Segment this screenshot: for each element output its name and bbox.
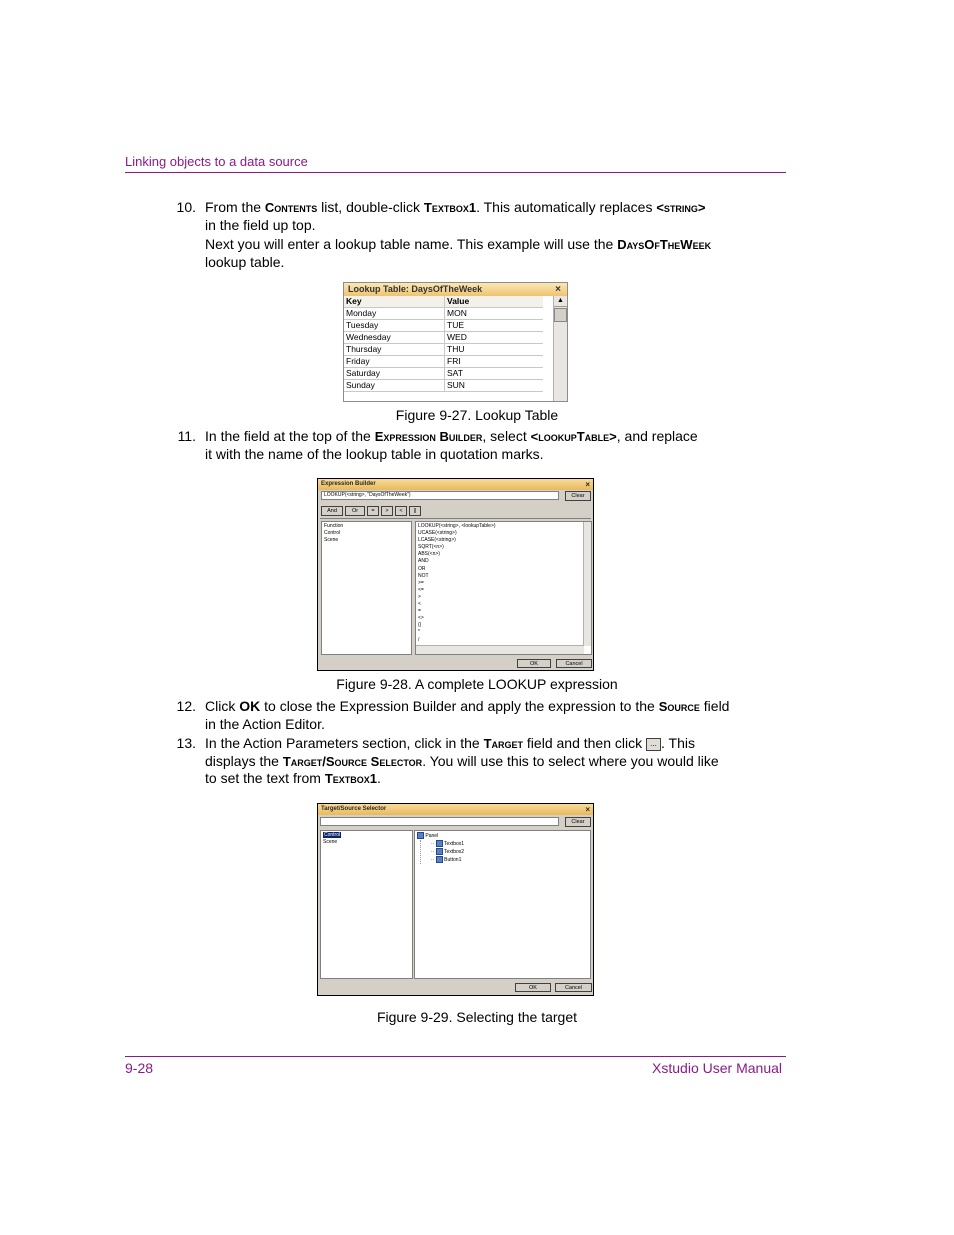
figure-caption: Figure 9-29. Selecting the target — [376, 1009, 577, 1025]
category-list[interactable] — [320, 830, 413, 979]
footer-rule — [125, 1056, 786, 1057]
tree-node[interactable]: ·· Textbox1 — [431, 840, 465, 847]
category-list[interactable] — [321, 521, 412, 655]
page-number: 9-28 — [125, 1060, 154, 1076]
column-header-value[interactable]: Value — [445, 296, 544, 308]
list-item[interactable]: Control — [324, 530, 341, 537]
close-icon[interactable]: × — [585, 805, 590, 814]
list-item[interactable]: Scene — [324, 537, 339, 544]
list-item[interactable]: >= — [418, 579, 424, 586]
figure-caption: Figure 9-27. Lookup Table — [395, 407, 559, 423]
object-tree[interactable] — [414, 830, 591, 979]
list-item[interactable]: () — [418, 622, 422, 629]
ok-button[interactable]: OK — [517, 659, 551, 668]
list-item[interactable]: < — [418, 601, 421, 608]
list-item[interactable]: Scene — [323, 839, 338, 846]
concat-button[interactable]: || — [409, 506, 421, 516]
list-item[interactable]: UCASE(<string>) — [418, 530, 457, 537]
table-row[interactable]: Tuesday TUE — [344, 320, 543, 332]
figure-caption: Figure 9-28. A complete LOOKUP expression — [336, 676, 618, 692]
step-11-text: In the field at the top of the Expression Builder, select <lookupTable>, and replace it with the name of the lookup table in quotation marks. — [205, 428, 698, 462]
step-13-text: In the Action Parameters section, click in the Target field and then click ... . This displays the Target/Source Selector. You will use this to select where you would like to set the text from Textbox1. — [205, 735, 719, 786]
manual-title: Xstudio User Manual — [652, 1060, 782, 1076]
list-item[interactable]: = — [418, 608, 421, 615]
table-row[interactable]: Friday FRI — [344, 356, 543, 368]
lookup-table-titlebar — [344, 283, 567, 296]
or-button[interactable]: Or — [345, 506, 365, 516]
textbox-icon — [436, 840, 443, 847]
vertical-scrollbar[interactable] — [553, 296, 567, 402]
step-10-text: From the Contents list, double-click Textbox1. This automatically replaces <string> in the field up top. Next you will enter a lookup table name. This example will use the DaysOfTheWeek lookup table. — [205, 199, 712, 270]
list-item[interactable]: NOT — [418, 572, 429, 579]
scroll-thumb[interactable] — [554, 308, 567, 322]
selector-input[interactable] — [320, 817, 559, 826]
textbox-icon — [436, 848, 443, 855]
window-title: Lookup Table: DaysOfTheWeek — [348, 284, 483, 294]
step-number: 12. — [176, 698, 196, 714]
list-item[interactable]: LCASE(<string>) — [418, 537, 456, 544]
scroll-up-icon[interactable]: ▲ — [554, 296, 567, 307]
expression-input[interactable]: LOOKUP(<string>, "DaysOfTheWeek") — [321, 491, 559, 500]
panel-icon — [417, 832, 424, 839]
section-title: Linking objects to a data source — [125, 154, 308, 169]
cancel-button[interactable]: Cancel — [555, 983, 592, 992]
and-button[interactable]: And — [321, 506, 343, 516]
list-item[interactable]: ABS(<n>) — [418, 551, 440, 558]
expression-builder-titlebar: Expression Builder × — [318, 479, 593, 490]
function-list[interactable] — [415, 521, 592, 655]
list-item[interactable]: Function — [324, 523, 344, 529]
target-source-selector-window — [317, 803, 594, 996]
column-header-key[interactable]: Key — [344, 296, 445, 308]
divider — [320, 518, 591, 519]
selector-titlebar: Target/Source Selector × — [318, 804, 593, 815]
list-item[interactable]: / — [418, 636, 420, 643]
greater-than-button[interactable]: > — [381, 506, 393, 516]
cancel-button[interactable]: Cancel — [556, 659, 592, 668]
table-row[interactable]: Monday MON — [344, 308, 543, 320]
list-item[interactable]: * — [418, 629, 420, 636]
expression-builder-window — [317, 478, 594, 671]
lookup-table-grid — [344, 296, 543, 392]
list-item[interactable]: > — [418, 593, 421, 600]
header-rule — [125, 172, 786, 173]
list-item[interactable]: <= — [418, 586, 424, 593]
table-row[interactable]: Sunday SUN — [344, 380, 543, 392]
ellipsis-button[interactable]: ... — [646, 738, 661, 751]
lookup-table-window — [343, 282, 568, 402]
clear-button[interactable]: Clear — [565, 491, 591, 501]
tree-node[interactable]: ·· Textbox2 — [431, 848, 465, 855]
list-item[interactable]: SQRT(<n>) — [418, 544, 444, 551]
close-icon[interactable]: × — [585, 480, 590, 489]
button-icon — [436, 856, 443, 863]
ok-button[interactable]: OK — [515, 983, 551, 992]
equals-button[interactable]: = — [367, 506, 379, 516]
vertical-scrollbar[interactable] — [583, 522, 591, 646]
step-12-text: Click OK to close the Expression Builder and apply the expression to the Source field in the Action Editor. — [205, 698, 730, 732]
step-number: 10. — [176, 199, 196, 215]
tree-node[interactable]: ·· Button1 — [431, 856, 462, 863]
list-item[interactable]: AND — [418, 558, 429, 565]
table-row[interactable]: Saturday SAT — [344, 368, 543, 380]
step-number: 11. — [177, 428, 196, 444]
horizontal-scrollbar[interactable] — [416, 645, 584, 654]
clear-button[interactable]: Clear — [565, 817, 591, 827]
table-row[interactable]: Thursday THU — [344, 344, 543, 356]
list-item[interactable]: <> — [418, 615, 424, 622]
close-icon[interactable]: × — [555, 284, 561, 295]
tree-node[interactable]: Panel — [417, 832, 588, 840]
less-than-button[interactable]: < — [395, 506, 407, 516]
list-item[interactable]: Control — [324, 832, 341, 838]
list-item[interactable]: LOOKUP(<string>, <lookupTable>) — [418, 523, 496, 529]
step-number: 13. — [176, 735, 196, 751]
list-item[interactable]: OR — [418, 565, 426, 572]
table-row[interactable]: Wednesday WED — [344, 332, 543, 344]
